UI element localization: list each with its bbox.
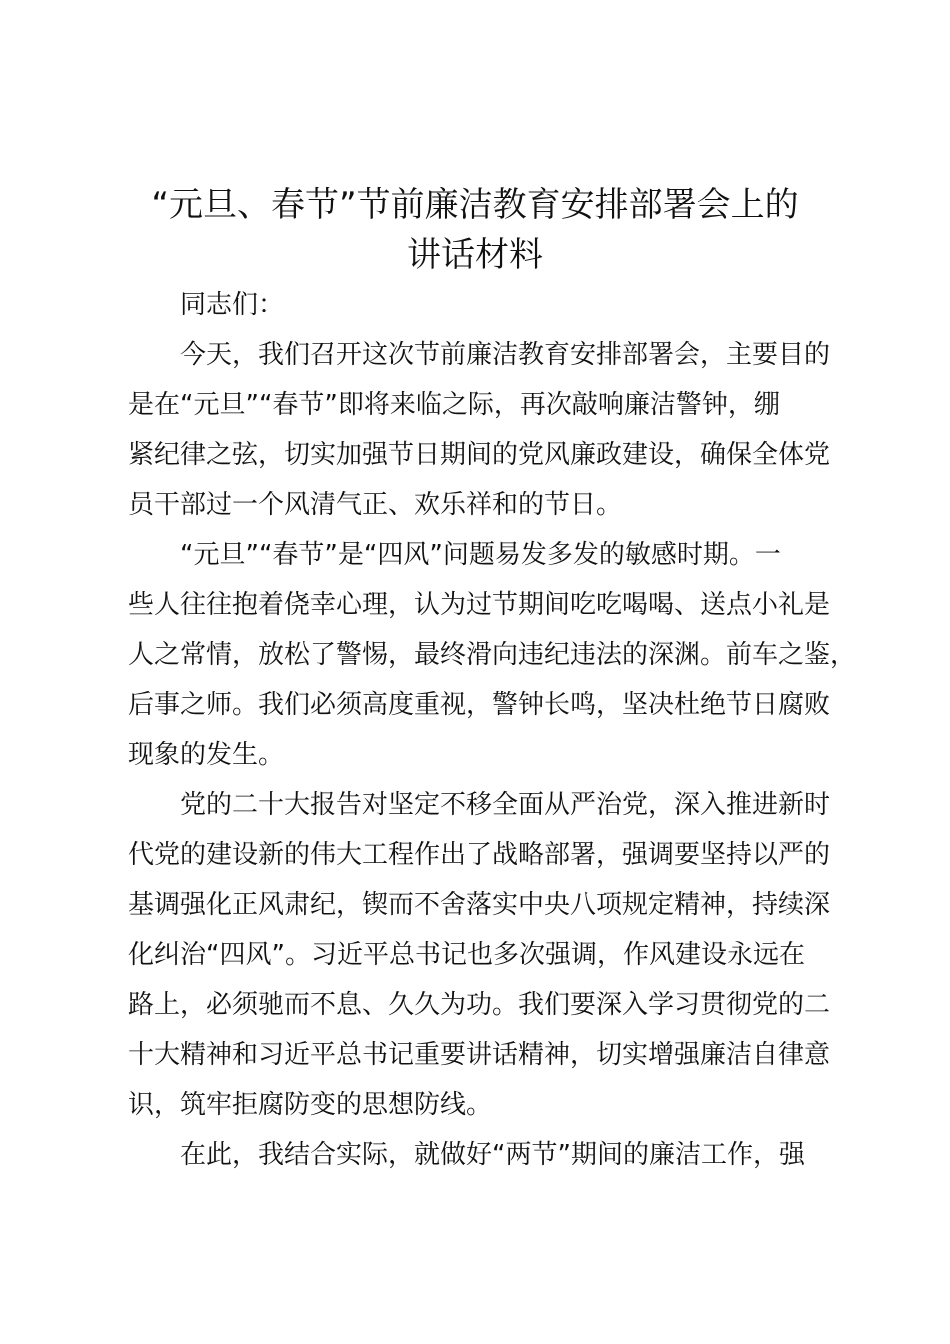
document-body bbox=[128, 280, 857, 1180]
text-line: 是在“元旦”“春节”即将来临之际，再次敲响廉洁警钟，绷 bbox=[128, 390, 780, 420]
text-line: 基调强化正风肃纪，锲而不舍落实中央八项规定精神，持续深 bbox=[128, 890, 831, 920]
text-line: 紧纪律之弦，切实加强节日期间的党风廉政建设，确保全体党 bbox=[128, 440, 831, 470]
text-line: 员干部过一个风清气正、欢乐祥和的节日。 bbox=[128, 490, 623, 520]
text-line: 十大精神和习近平总书记重要讲话精神，切实增强廉洁自律意 bbox=[128, 1040, 831, 1070]
text-line: 路上，必须驰而不息、久久为功。我们要深入学习贯彻党的二 bbox=[128, 990, 831, 1020]
text-line: 今天，我们召开这次节前廉洁教育安排部署会，主要目的 bbox=[180, 340, 831, 370]
text-line: “元旦”“春节”是“四风”问题易发多发的敏感时期。一 bbox=[180, 540, 781, 570]
text-line: 代党的建设新的伟大工程作出了战略部署，强调要坚持以严的 bbox=[128, 840, 831, 870]
text-line: 现象的发生。 bbox=[128, 740, 285, 770]
text-line: 些人往往抱着侥幸心理，认为过节期间吃吃喝喝、送点小礼是 bbox=[128, 590, 831, 620]
title-line-2: 讲话材料 bbox=[407, 235, 543, 275]
text-line: 同志们： bbox=[180, 290, 285, 320]
text-line: 化纠治“四风”。习近平总书记也多次强调，作风建设永远在 bbox=[128, 940, 805, 970]
title-line-1: “元旦、春节”节前廉洁教育安排部署会上的 bbox=[151, 185, 799, 225]
text-line: 人之常情，放松了警惕，最终滑向违纪违法的深渊。前车之鉴， bbox=[128, 640, 857, 670]
text-line: 识，筑牢拒腐防变的思想防线。 bbox=[128, 1090, 493, 1120]
text-line: 在此，我结合实际，就做好“两节”期间的廉洁工作，强 bbox=[180, 1140, 805, 1170]
text-line: 党的二十大报告对坚定不移全面从严治党，深入推进新时 bbox=[180, 790, 831, 820]
text-line: 后事之师。我们必须高度重视，警钟长鸣，坚决杜绝节日腐败 bbox=[128, 690, 831, 720]
document-title bbox=[110, 180, 840, 280]
